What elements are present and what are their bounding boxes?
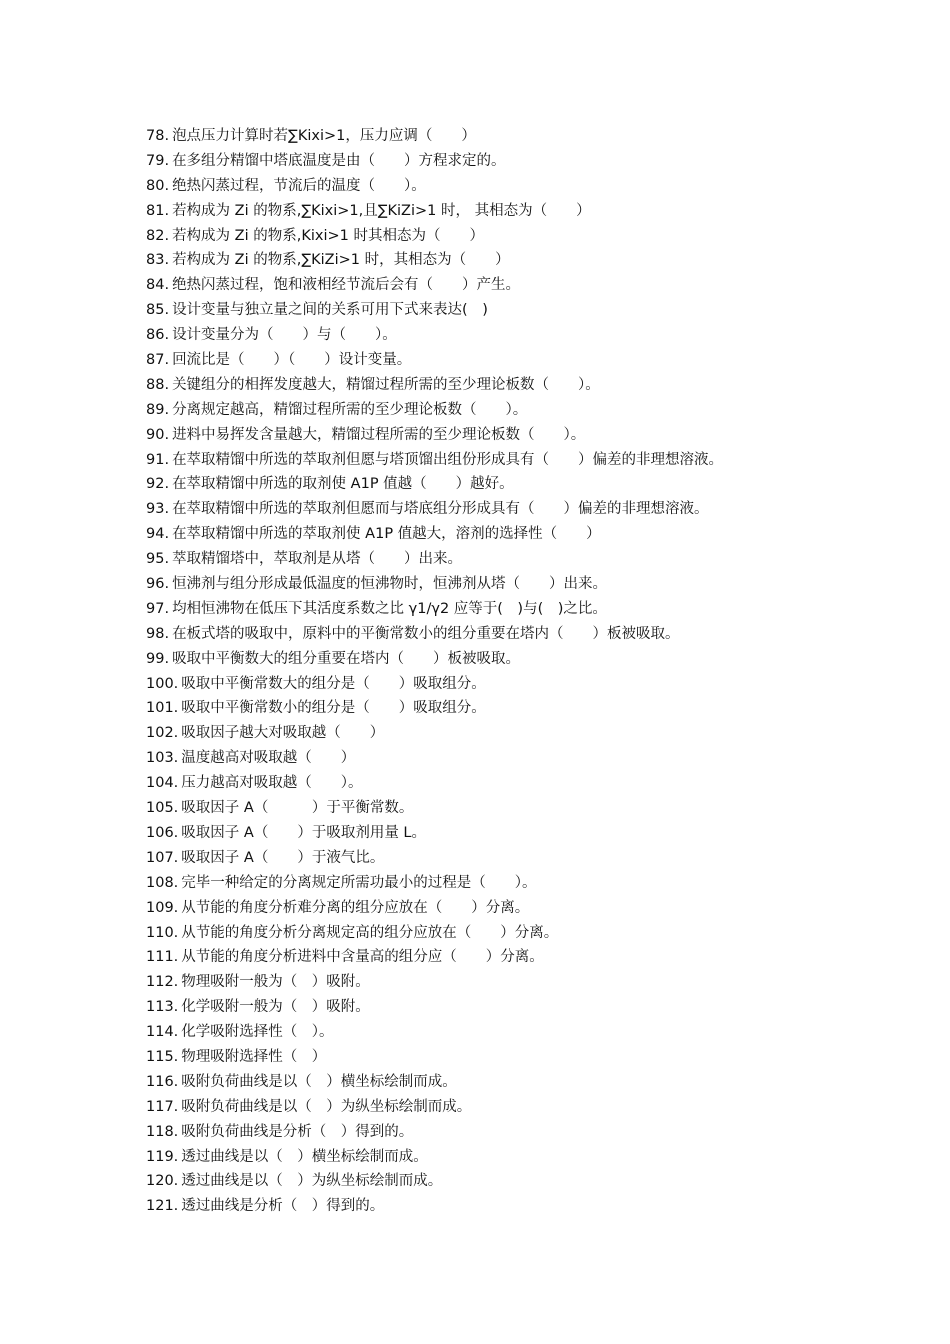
question-text: 在萃取精馏中所选的取剂使 A1P 值越（ ）越好。	[172, 476, 514, 493]
question-text: 均相恒沸物在低压下其活度系数之比 γ1/γ2 应等于( )与( )之比。	[172, 600, 607, 617]
question-item	[146, 398, 886, 423]
question-text: 吸取中平衡数大的组分重要在塔内（ ）板被吸取。	[172, 650, 521, 667]
question-number: 91.	[146, 451, 170, 468]
question-text: 设计变量分为（ ）与（ ）。	[172, 327, 397, 344]
question-text: 从节能的角度分析进料中含量高的组分应（ ）分离。	[181, 949, 544, 966]
question-text: 回流比是（ ）（ ）设计变量。	[172, 352, 412, 369]
question-number: 111.	[146, 949, 179, 966]
question-text: 温度越高对吸取越（ ）	[181, 750, 356, 767]
question-number: 86.	[146, 327, 170, 344]
question-number: 118.	[146, 1123, 179, 1140]
question-text: 进料中易挥发含量越大，精馏过程所需的至少理论板数（ ）。	[172, 426, 586, 443]
question-item	[146, 945, 886, 970]
question-item	[146, 1020, 886, 1045]
question-item	[146, 647, 886, 672]
question-text: 在萃取精馏中所选的萃取剂但愿与塔顶馏出组份形成具有（ ）偏差的非理想溶液。	[172, 451, 724, 468]
question-text: 物理吸附选择性（ ）	[181, 1048, 327, 1065]
question-text: 在萃取精馏中所选的萃取剂使 A1P 值越大，溶剂的选择性（ ）	[172, 526, 601, 543]
question-number: 93.	[146, 501, 170, 518]
question-text: 吸取因子 A（ ）于液气比。	[181, 849, 385, 866]
question-number: 84.	[146, 277, 170, 294]
question-number: 109.	[146, 899, 179, 916]
question-text: 若构成为 Zi 的物系,Kixi>1 时其相态为（ ）	[172, 227, 484, 244]
question-text: 吸附负荷曲线是以（ ）横坐标绘制而成。	[181, 1073, 457, 1090]
question-text: 完毕一种给定的分离规定所需功最小的过程是（ ）。	[181, 874, 537, 891]
question-number: 94.	[146, 526, 170, 543]
question-text: 吸取因子 A（ ）于平衡常数。	[181, 800, 414, 817]
question-item	[146, 348, 886, 373]
question-text: 设计变量与独立量之间的关系可用下式来表达( )	[172, 302, 488, 319]
question-number: 120.	[146, 1173, 179, 1190]
question-number: 115.	[146, 1048, 179, 1065]
question-text: 吸取因子越大对吸取越（ ）	[181, 725, 385, 742]
question-item	[146, 622, 886, 647]
question-number: 98.	[146, 625, 170, 642]
question-text: 绝热闪蒸过程，饱和液相经节流后会有（ ）产生。	[172, 277, 521, 294]
question-text: 泡点压力计算时若∑Kixi>1，压力应调（ ）	[172, 128, 476, 144]
question-number: 107.	[146, 849, 179, 866]
question-number: 92.	[146, 476, 170, 493]
question-number: 89.	[146, 401, 170, 418]
question-item	[146, 871, 886, 896]
question-number: 96.	[146, 576, 170, 593]
question-text: 在多组分精馏中塔底温度是由（ ）方程求定的。	[172, 152, 506, 169]
question-text: 绝热闪蒸过程，节流后的温度（ ）。	[172, 177, 426, 194]
question-number: 79.	[146, 152, 170, 169]
question-text: 吸附负荷曲线是以（ ）为纵坐标绘制而成。	[181, 1098, 472, 1115]
question-item	[146, 1194, 886, 1219]
question-item	[146, 522, 886, 547]
question-text: 在萃取精馏中所选的萃取剂但愿而与塔底组分形成具有（ ）偏差的非理想溶液。	[172, 501, 709, 518]
question-item	[146, 1070, 886, 1095]
question-item	[146, 1095, 886, 1120]
question-item	[146, 846, 886, 871]
question-item	[146, 970, 886, 995]
question-text: 关键组分的相挥发度越大，精馏过程所需的至少理论板数（ ）。	[172, 376, 600, 393]
question-number: 112.	[146, 974, 179, 991]
question-number: 116.	[146, 1073, 179, 1090]
question-number: 99.	[146, 650, 170, 667]
question-item	[146, 174, 886, 199]
question-number: 78.	[146, 128, 170, 144]
question-text: 透过曲线是以（ ）横坐标绘制而成。	[181, 1148, 428, 1165]
question-text: 吸取因子 A（ ）于吸取剂用量 L。	[181, 824, 427, 841]
question-item	[146, 921, 886, 946]
question-text: 从节能的角度分析难分离的组分应放在（ ）分离。	[181, 899, 530, 916]
question-item	[146, 1169, 886, 1194]
question-item	[146, 771, 886, 796]
question-item	[146, 199, 886, 224]
question-text: 若构成为 Zi 的物系,∑Kixi>1,且∑KiZi>1 时， 其相态为（ ）	[172, 202, 591, 219]
question-number: 106.	[146, 824, 179, 841]
question-text: 在板式塔的吸取中，原料中的平衡常数小的组分重要在塔内（ ）板被吸取。	[172, 625, 680, 642]
question-text: 压力越高对吸取越（ ）。	[181, 775, 363, 792]
question-number: 85.	[146, 302, 170, 319]
question-number: 113.	[146, 999, 179, 1016]
question-text: 吸附负荷曲线是分析（ ）得到的。	[181, 1123, 414, 1140]
question-item	[146, 896, 886, 921]
question-item	[146, 373, 886, 398]
question-number: 103.	[146, 750, 179, 767]
question-number: 100.	[146, 675, 179, 692]
question-item	[146, 448, 886, 473]
question-number: 88.	[146, 376, 170, 393]
question-number: 90.	[146, 426, 170, 443]
question-number: 95.	[146, 551, 170, 568]
question-item	[146, 472, 886, 497]
question-text: 物理吸附一般为（ ）吸附。	[181, 974, 370, 991]
question-item	[146, 124, 886, 149]
question-text: 化学吸附选择性（ ）。	[181, 1024, 334, 1041]
question-list	[146, 124, 886, 1219]
question-text: 透过曲线是以（ ）为纵坐标绘制而成。	[181, 1173, 443, 1190]
question-item	[146, 423, 886, 448]
question-text: 从节能的角度分析分离规定高的组分应放在（ ）分离。	[181, 924, 559, 941]
question-item	[146, 1045, 886, 1070]
question-text: 分离规定越高，精馏过程所需的至少理论板数（ ）。	[172, 401, 528, 418]
question-number: 81.	[146, 202, 170, 219]
question-text: 透过曲线是分析（ ）得到的。	[181, 1198, 385, 1215]
question-number: 82.	[146, 227, 170, 244]
question-number: 83.	[146, 252, 170, 269]
question-item	[146, 224, 886, 249]
question-number: 119.	[146, 1148, 179, 1165]
question-item	[146, 696, 886, 721]
question-number: 110.	[146, 924, 179, 941]
question-item	[146, 821, 886, 846]
question-text: 吸取中平衡常数小的组分是（ ）吸取组分。	[181, 700, 486, 717]
question-item	[146, 273, 886, 298]
question-item	[146, 1145, 886, 1170]
question-text: 若构成为 Zi 的物系,∑KiZi>1 时，其相态为（ ）	[172, 252, 510, 269]
question-item	[146, 721, 886, 746]
question-number: 102.	[146, 725, 179, 742]
question-item	[146, 796, 886, 821]
question-item	[146, 547, 886, 572]
question-item	[146, 597, 886, 622]
question-item	[146, 298, 886, 323]
question-number: 101.	[146, 700, 179, 717]
question-number: 117.	[146, 1098, 179, 1115]
question-item	[146, 746, 886, 771]
question-item	[146, 995, 886, 1020]
question-number: 121.	[146, 1198, 179, 1215]
question-text: 化学吸附一般为（ ）吸附。	[181, 999, 370, 1016]
question-text: 恒沸剂与组分形成最低温度的恒沸物时，恒沸剂从塔（ ）出来。	[172, 576, 608, 593]
question-number: 87.	[146, 352, 170, 369]
question-item	[146, 248, 886, 273]
question-item	[146, 1120, 886, 1145]
question-number: 97.	[146, 600, 170, 617]
question-number: 104.	[146, 775, 179, 792]
question-item	[146, 572, 886, 597]
question-text: 萃取精馏塔中，萃取剂是从塔（ ）出来。	[172, 551, 463, 568]
question-item	[146, 497, 886, 522]
question-text: 吸取中平衡常数大的组分是（ ）吸取组分。	[181, 675, 486, 692]
question-item	[146, 323, 886, 348]
question-number: 105.	[146, 800, 179, 817]
question-number: 114.	[146, 1024, 179, 1041]
question-number: 108.	[146, 874, 179, 891]
question-item	[146, 672, 886, 697]
question-item	[146, 149, 886, 174]
question-number: 80.	[146, 177, 170, 194]
